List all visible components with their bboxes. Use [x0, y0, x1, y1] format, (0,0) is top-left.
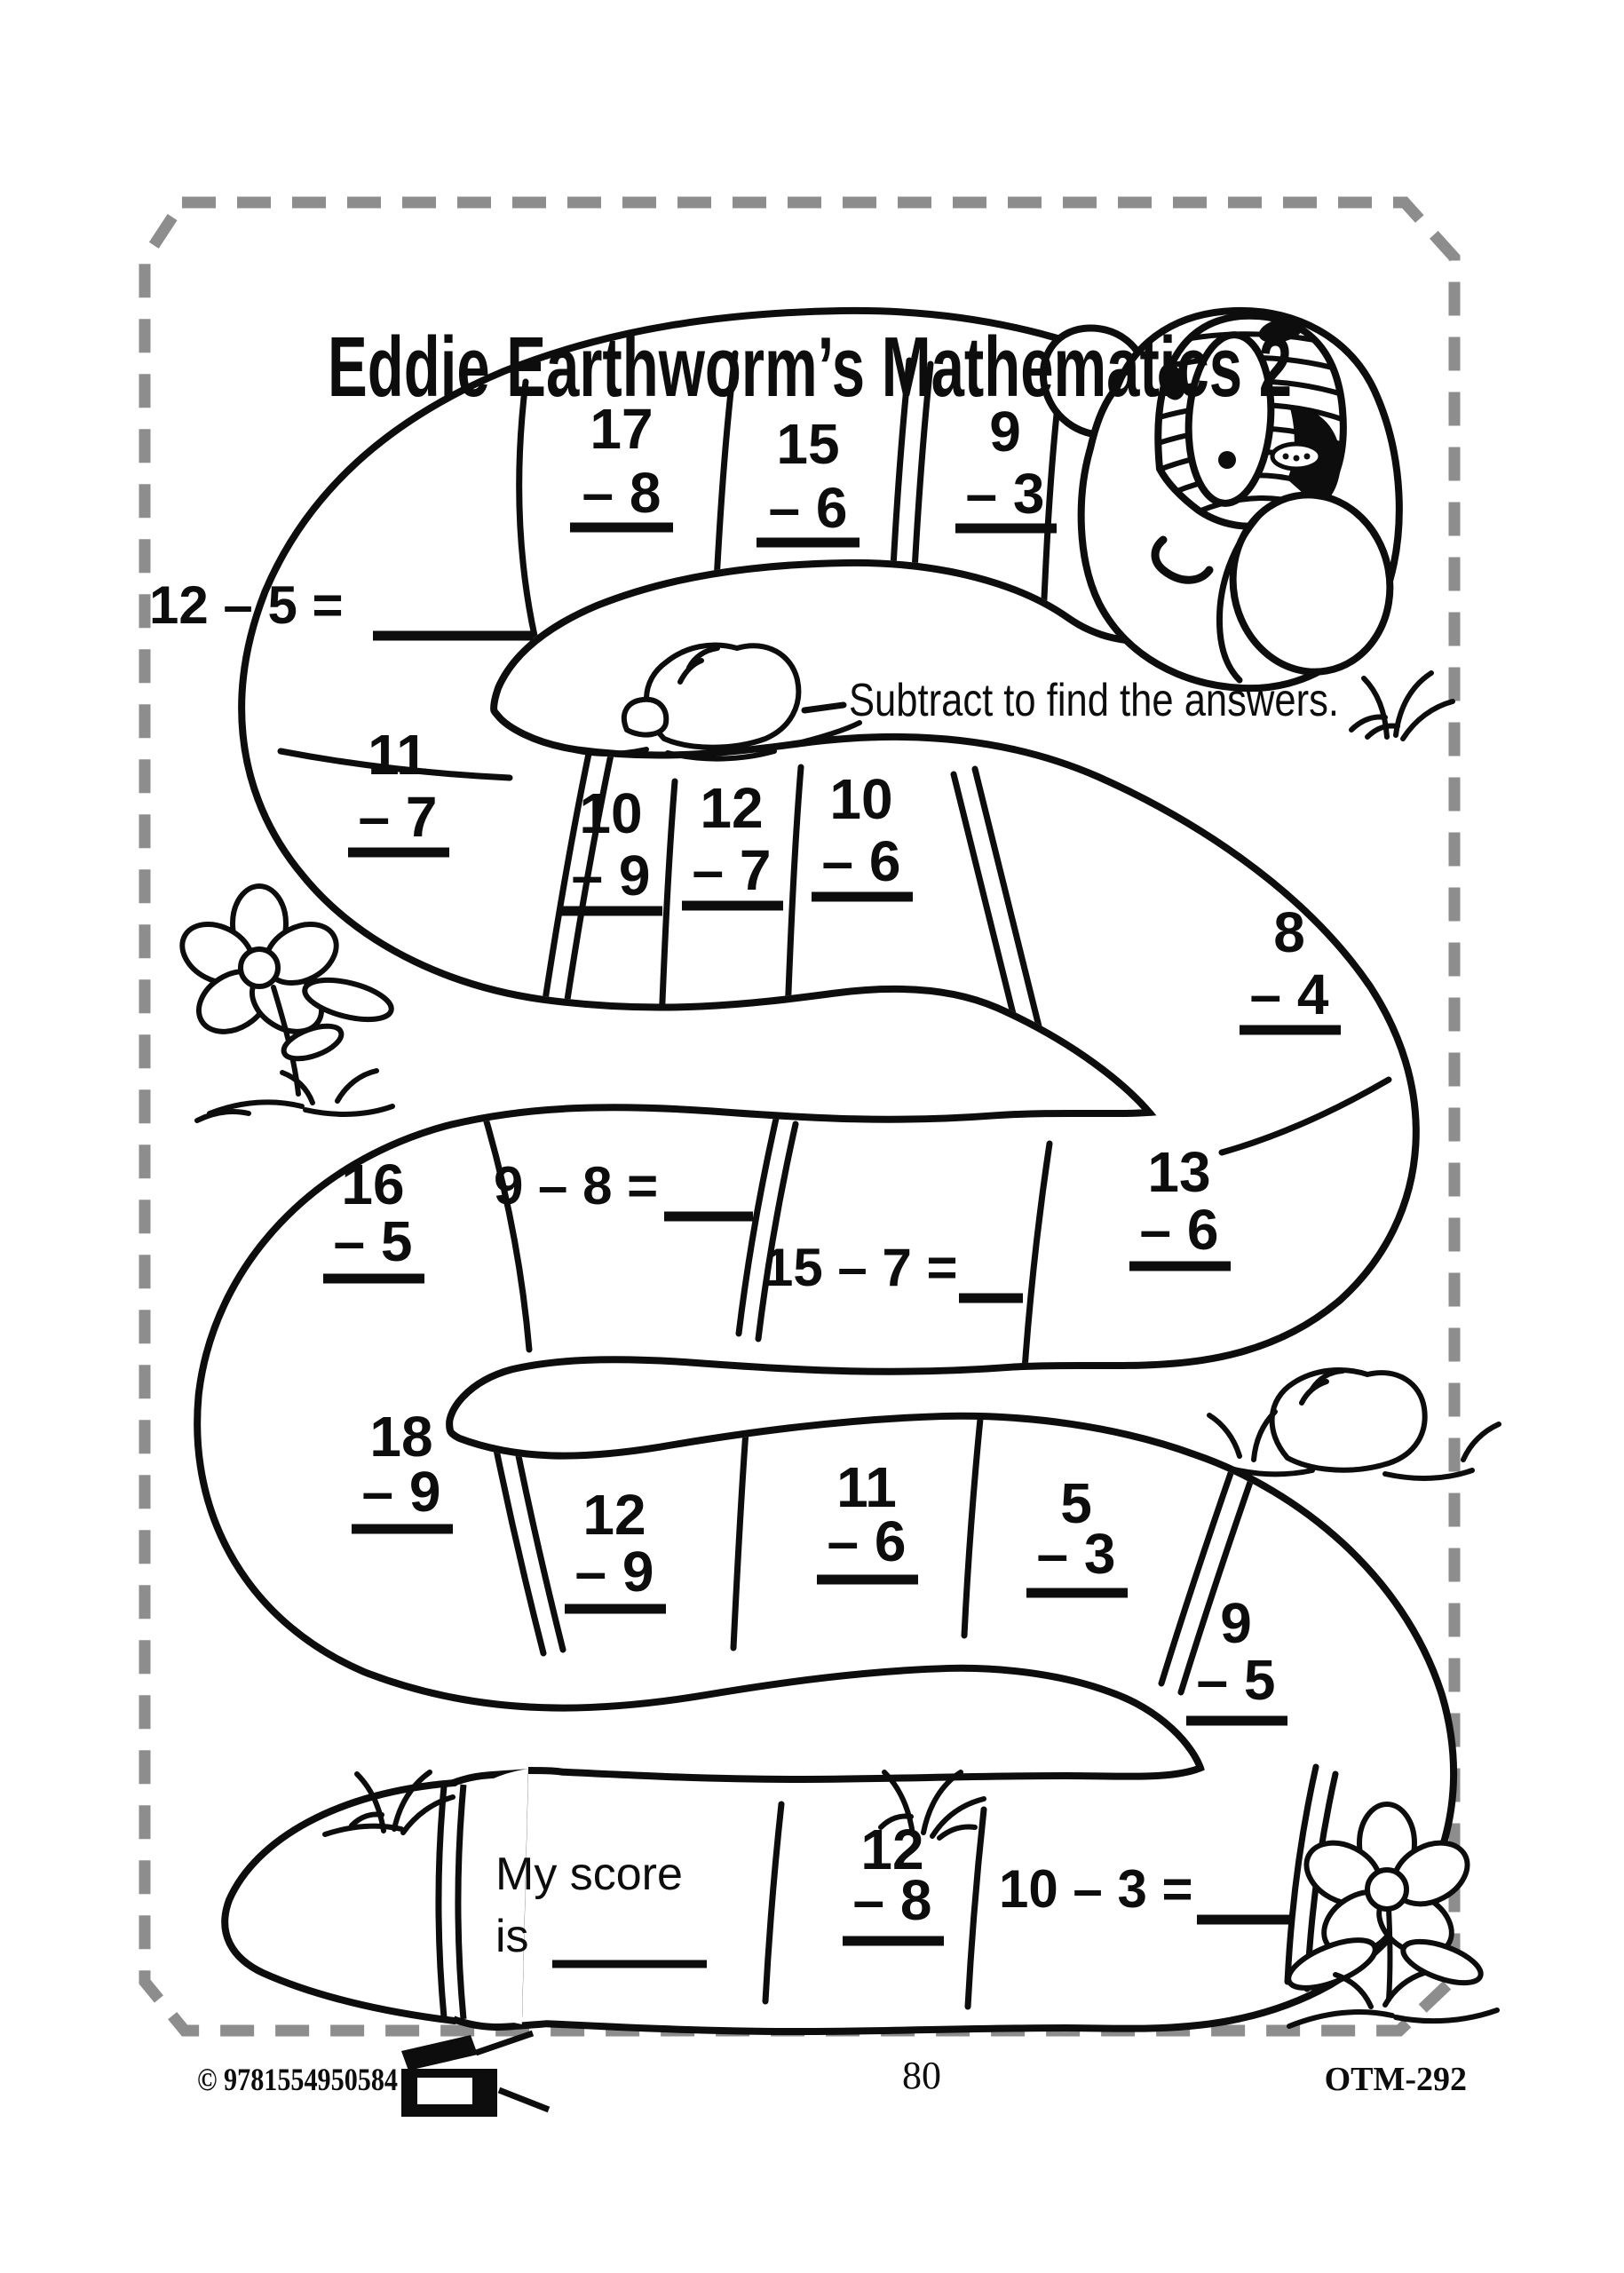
minuend: 12 — [860, 1818, 924, 1881]
subtrahend: – 5 — [333, 1209, 413, 1273]
minuend: 18 — [369, 1405, 433, 1469]
band-dot — [1294, 455, 1300, 462]
instruction-text: Subtract to find the answers. — [849, 675, 1339, 726]
subtrahend: – 6 — [821, 829, 901, 893]
equation-text: 10 – 3 = — [999, 1859, 1193, 1919]
page-number: 80 — [902, 2054, 941, 2097]
minuend: 12 — [582, 1483, 646, 1547]
score-label: My score — [495, 1849, 683, 1900]
isbn-text: © 9781554950584 — [197, 2062, 398, 2097]
minuend: 9 — [989, 400, 1021, 463]
grass-icon — [1351, 673, 1453, 739]
subtrahend: – 6 — [827, 1509, 907, 1573]
subtrahend: – 8 — [582, 461, 661, 525]
minuend: 10 — [829, 767, 893, 831]
pupil — [1218, 451, 1236, 469]
minuend: 11 — [836, 1455, 897, 1519]
subtrahend: – 6 — [1139, 1198, 1219, 1262]
product-code: OTM-292 — [1324, 2061, 1467, 2098]
minuend: 5 — [1060, 1471, 1092, 1535]
minuend: 15 — [776, 412, 840, 476]
publisher-logo-icon — [401, 2033, 549, 2117]
band-dot — [1283, 454, 1289, 460]
equation-text: 15 – 7 = — [764, 1238, 958, 1297]
subtrahend: – 3 — [965, 462, 1045, 526]
score-label: is — [495, 1911, 529, 1962]
subtrahend: – 7 — [358, 785, 438, 849]
page-title: Eddie Earthworm’s Mathematics 2 — [328, 320, 1292, 415]
subtrahend: – 8 — [852, 1868, 932, 1932]
subtrahend: – 3 — [1036, 1522, 1116, 1586]
subtrahend: – 9 — [361, 1460, 441, 1524]
minuend: 13 — [1147, 1140, 1211, 1204]
subtrahend: – 6 — [768, 476, 848, 540]
minuend: 16 — [341, 1152, 405, 1216]
minuend: 11 — [368, 723, 428, 787]
subtrahend: – 4 — [1249, 962, 1329, 1026]
subtrahend: – 7 — [692, 838, 772, 902]
minuend: 10 — [579, 781, 643, 845]
worm-tail-icon — [225, 1783, 463, 2021]
minuend: 12 — [700, 776, 764, 840]
minuend: 9 — [1220, 1591, 1252, 1655]
minuend: 17 — [590, 397, 654, 461]
minuend: 8 — [1273, 900, 1305, 964]
equation-text: 9 – 8 = — [494, 1156, 659, 1216]
subtrahend: – 5 — [1196, 1648, 1276, 1712]
subtrahend: – 9 — [574, 1540, 654, 1604]
subtrahend: – 9 — [571, 843, 651, 907]
equation-text: 12 – 5 = — [149, 575, 344, 635]
band-dot — [1304, 454, 1311, 460]
